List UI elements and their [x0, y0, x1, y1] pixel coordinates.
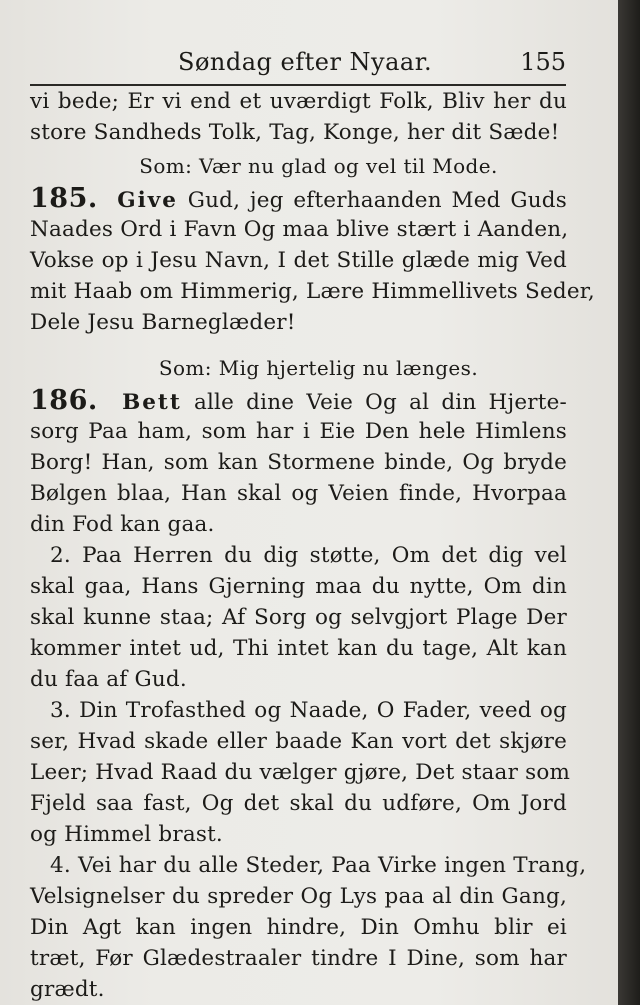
text-line: skal kunne staa; Af Sorg og selvgjort Plage Der — [30, 605, 567, 630]
text-line: vi bede; Er vi end et uværdigt Folk, Bliv her du — [30, 89, 567, 114]
text-line: du faa af Gud. — [30, 667, 187, 692]
hymn-first-line — [30, 183, 567, 214]
text-line: Leer; Hvad Raad du vælger gjøre, Det staar som — [30, 760, 571, 785]
text-line: grædt. — [30, 977, 105, 1002]
text-line: kommer intet ud, Thi intet kan du tage, Alt kan — [30, 636, 567, 661]
text-line: Naades Ord i Favn Og maa blive stært i Aanden, — [30, 217, 569, 242]
hymn-186 — [30, 385, 587, 1005]
hymn-185 — [30, 183, 595, 338]
running-title: Søndag efter Nyaar. — [178, 48, 433, 76]
melody-indication: Som: Mig hjertelig nu længes. — [158, 356, 479, 380]
melody-indication: Som: Vær nu glad og vel til Mode. — [139, 154, 498, 178]
text-line: træt, Før Glædestraaler tindre I Dine, som har — [30, 946, 567, 971]
text-line: 4. Vei har du alle Steder, Paa Virke ingen Trang, — [50, 853, 587, 878]
text-line: Din Agt kan ingen hindre, Din Omhu blir ei — [30, 915, 567, 940]
hymn-first-line — [30, 385, 567, 416]
text-line: Bølgen blaa, Han skal og Veien finde, Hvorpaa — [30, 481, 567, 506]
page-number: 155 — [520, 48, 566, 76]
text-line: Borg! Han, som kan Stormene binde, Og bryde — [30, 450, 567, 475]
verse-4 — [30, 850, 587, 1005]
book-spine-edge — [618, 0, 640, 1005]
verse-3 — [30, 695, 571, 850]
text-line: og Himmel brast. — [30, 822, 223, 847]
text-line: store Sandheds Tolk, Tag, Konge, her dit Sæde! — [30, 120, 560, 145]
page-header — [30, 44, 566, 86]
text-line: din Fod kan gaa. — [30, 512, 215, 537]
text-line: 2. Paa Herren du dig støtte, Om det dig vel — [50, 543, 567, 568]
text-line: skal gaa, Hans Gjerning maa du nytte, Om din — [30, 574, 567, 599]
text-line: mit Haab om Himmerig, Lære Himmellivets Seder, — [30, 279, 595, 304]
hymn-number: 185. — [30, 183, 98, 214]
text-line: Vokse op i Jesu Navn, I det Stille glæde mig Ved — [30, 248, 567, 273]
text-line: Velsignelser du spreder Og Lys paa al din Gang, — [30, 884, 567, 909]
hymn-first-line-text: alle dine Veie Og al din Hjerte- — [193, 390, 567, 415]
continuation-stanza — [30, 86, 567, 148]
page-text — [30, 86, 595, 1005]
hymn-first-word: Give — [117, 188, 178, 213]
text-line: sorg Paa ham, som har i Eie Den hele Himlens — [30, 419, 567, 444]
text-line: Dele Jesu Barneglæder! — [30, 310, 296, 335]
text-line: 3. Din Trofasthed og Naade, O Fader, veed og — [50, 698, 567, 723]
hymn-first-word: Bett — [122, 390, 182, 415]
text-line: Fjeld saa fast, Og det skal du udføre, Om Jord — [30, 791, 567, 816]
hymn-first-line-text: Gud, jeg efterhaanden Med Guds — [187, 188, 567, 213]
verse-2 — [30, 540, 567, 695]
text-line: ser, Hvad skade eller baade Kan vort det skjøre — [30, 729, 567, 754]
hymn-number: 186. — [30, 385, 98, 416]
